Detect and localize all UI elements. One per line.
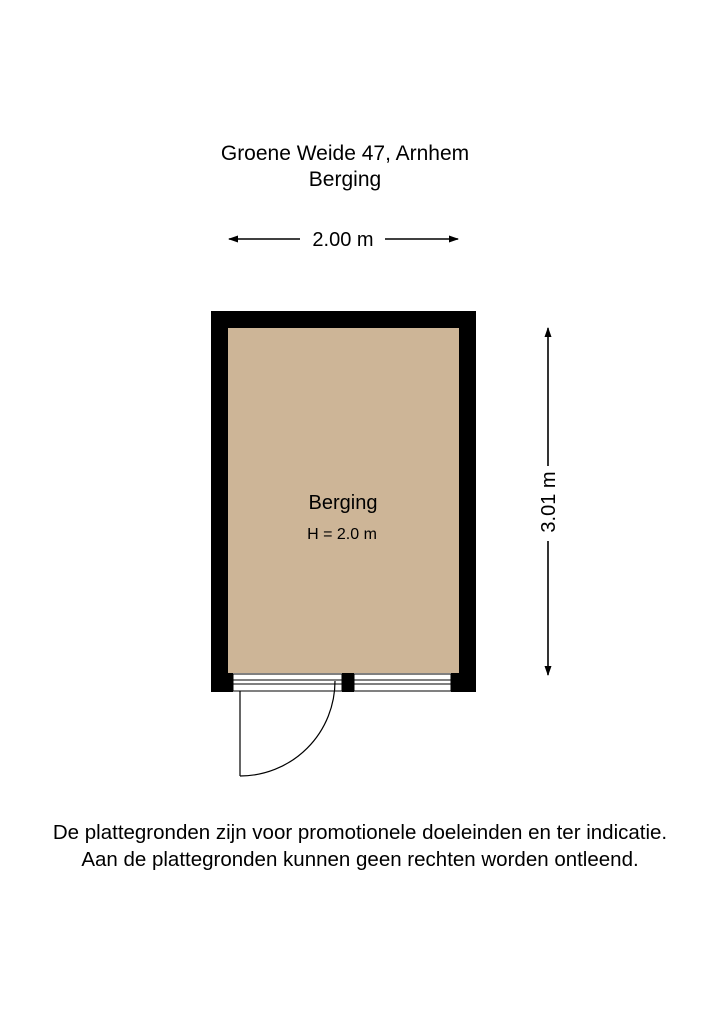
plan-address-title: Groene Weide 47, Arnhem [220, 142, 470, 165]
wall-bottom-right [451, 673, 476, 692]
disclaimer-line-1: De plattegronden zijn voor promotionele doeleinden en ter indicatie. [52, 821, 668, 844]
door-frame [233, 674, 342, 691]
window-frame [354, 674, 451, 691]
room-name-label: Berging [308, 492, 378, 514]
room-height-label: H = 2.0 m [307, 526, 377, 543]
room-berging [211, 311, 476, 776]
wall-bottom-middle [342, 673, 354, 692]
width-dimension [229, 229, 458, 251]
wall-right [459, 311, 476, 692]
door-swing-arc [240, 681, 335, 776]
width-dimension-label: 2.00 m [312, 229, 374, 251]
height-dimension [538, 328, 560, 675]
door-swing [240, 681, 335, 776]
disclaimer-line-2: Aan de plattegronden kunnen geen rechten worden ontleend. [81, 848, 639, 871]
wall-bottom-left [211, 673, 233, 692]
height-dimension-label: 3.01 m [538, 471, 560, 533]
wall-top [211, 311, 476, 328]
plan-floor-title: Berging [308, 168, 382, 191]
wall-left [211, 311, 228, 692]
